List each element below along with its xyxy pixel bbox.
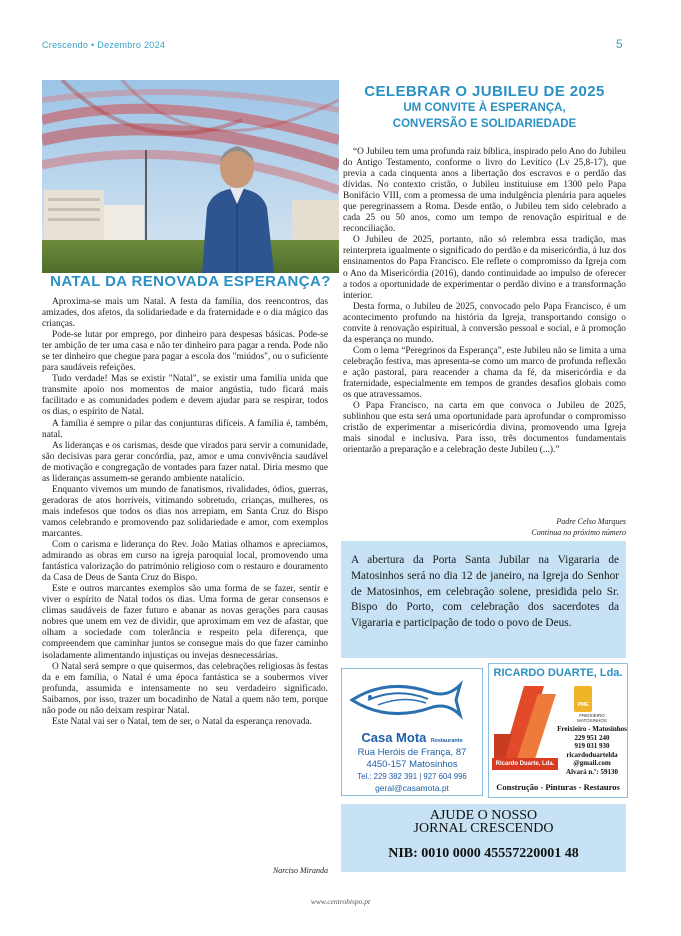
left-article-body [42,297,328,728]
right-article-heading [343,83,626,132]
casa-mota-postal: 4450-157 Matosinhos [366,759,458,770]
ricardo-phone2: 919 031 930 [574,742,610,750]
continued-note: Continua no próximo número [531,528,626,537]
paragraph: O Papa Francisco, na carta em que convoca o Jubileu de 2025, sublinhou que esta será uma oportunidade para aprofundar o compromisso cristão de experimentar a misericórdia divina, promovendo uma Igreja mais sinodal e inclusiva. Para isso, três documentos fundamentais orientarão a preparação e a celebração deste Jubileu (...).” [343,401,626,456]
ricardo-logo-caption: Ricardo Duarte, Lda. [492,758,558,770]
left-article-title: NATAL DA RENOVADA ESPERANÇA? [50,273,331,290]
help-nib: NIB: 0010 0000 45557220001 48 [388,846,579,861]
right-article-title: CELEBRAR O JUBILEU DE 2025 [364,83,605,100]
badge-line2: MATOSINHOS [577,718,607,723]
running-header: Crescendo • Dezembro 2024 [42,40,166,50]
paragraph: As lideranças e os carismas, desde que virados para servir a comunidade, são decisivas para gerar concórdia, paz, amor e uma convivência saudável de motivação e congregação de vontades para fazer natal. Diria mesmo que as lideranças assumem-se gerando ambiente natalício. [42,440,328,484]
right-signature: Padre Celso Marques [556,517,626,526]
ricardo-email2: @gmail.com [573,759,611,767]
paragraph: “O Jubileu tem uma profunda raiz bíblica, inspirado pelo Ano do Jubileu do Antigo Testamento, conforme o livro do Levítico (Lv 25,8-17), que previa a cada cinquenta anos a libertação dos escravos e o perdão das dívidas. No contexto cristão, o Jubileu instituiuse em 1300 pelo Papa Bonifácio VIII, com a promessa de uma indulgência plenária para aqueles que peregrinassem a Roma. Desde então, o Jubileu tem sido celebrado a cada 25 ou 50 anos, como um tempo de renovação espiritual e de reconciliação. [343,147,626,235]
casa-mota-phones: Tel.: 229 382 391 | 927 604 996 [357,772,467,781]
help-line2: JORNAL CRESCENDO [413,821,554,836]
left-signature: Narciso Miranda [272,866,328,875]
help-newspaper-box [341,804,626,872]
ricardo-services: Construção - Pinturas - Restauros [496,782,620,792]
badge-line1: FREIXIEIRO [579,713,605,718]
ricardo-logo-icon [494,684,556,762]
paragraph: Pode-se lutar por emprego, por dinheiro para despesas básicas. Pode-se ter ambição de ter uma casa e não ter dinheiro para pagar a renda. Pode não se ter dinheiro que chegue para pagar a escola dos "miúdos", ou o suficiente para saudáveis refeições. [42,330,328,374]
paragraph: Aproxima-se mais um Natal. A festa da família, dos reencontros, das amizades, dos afetos, da solidariedade e da fraternidade e o dia mágico das crianças. [42,297,328,330]
paragraph: Com o carisma e liderança do Rev. João Matias olhamos e apreciamos, admirando as obras em curso na igreja paroquial local, promovendo uma fantástica valorização do património religioso com o restauro e douramento da Casa de Deus de Santa Cruz do Bispo. [42,540,328,584]
page-number: 5 [616,37,623,51]
casa-mota-tag: Restaurante [430,738,463,744]
casa-mota-ad [341,668,483,796]
article-photo [42,80,339,273]
ricardo-title: RICARDO DUARTE, Lda. [493,667,623,679]
right-article-subtitle-1: UM CONVITE À ESPERANÇA, [403,102,566,114]
paragraph: Este e outros marcantes exemplos são uma forma de se fazer, sentir e viver o espírito de Natal todos os dias. Uma forma de gerar consensos e climas saudáveis de fazer futuro e abanar as novas gerações para causas nobres que unem em vez de dividir, que aproximam em vez de afastar, que olham a sociedade com tolerância e respeito pela diferença, que compreendem que caminhar juntos se consegue mais do que fazer caminho isoladamente alimentando injustiças ou invejas desnecessárias. [42,584,328,661]
pme-badge [574,686,592,712]
right-article-body [343,147,626,456]
footer-url: www.centrobispo.pt [310,897,371,906]
paragraph: Enquanto vivemos um mundo de fanatismos, rivalidades, ódios, guerras, geradoras de atos horríveis, vitimando sobretudo, crianças, mulheres, os mais indefesos que todos os dias nos arrepiam, em Santa Cruz do Bispo vamos celebrando e promovendo paz solidariedade e amor, com exemplos marcantes. [42,484,328,539]
casa-mota-email: geral@casamota.pt [375,783,449,793]
paragraph: Desta forma, o Jubileu de 2025, convocado pelo Papa Francisco, é um acontecimento profundo na história da Igreja, transportando consigo o convite à renovação espiritual, à conversão pessoal e social, e à promoção da esperança no mundo. [343,301,626,345]
ricardo-alvara: Alvará n.º: 59130 [566,767,618,776]
pme-badge-text: PME [577,702,589,708]
right-article-subtitle-2: CONVERSÃO E SOLIDARIEDADE [392,118,577,130]
fish-logo-icon [348,675,476,725]
paragraph: Com o lema “Peregrinos da Esperança”, este Jubileu não se limita a uma celebração festiva, mas apresenta-se como um marco de profunda reflexão e ação pastoral, para reacender a chama da fé, da misericórdia e da fraternidade, especialmente em tempos de grandes desafios globais como os que atravessamos. [343,345,626,401]
paragraph: Este Natal vai ser o Natal, tem de ser, o Natal da esperança renovada. [52,716,312,727]
ricardo-email1: ricardoduartelda [566,750,618,759]
ricardo-phone1: 229 951 240 [574,733,610,742]
paragraph: O Natal será sempre o que quisermos, das celebrações religiosas às festas da e em família, o Natal é uma época fantástica se a soubermos viver profunda, assumida e intensamente no seu verdadeiro significado. Saibamos, por isso, trazer um bocadinho de Natal a quem não tem, porque não pode ou não deixam respirar Natal. [42,661,328,716]
jubilee-notice-box [341,541,626,658]
casa-mota-address: Rua Heróis de França, 87 [357,747,467,758]
paragraph: Tudo verdade! Mas se existir "Natal", se existir uma família unida que transmite apoio nos momentos de maior angústia, tudo ficará mais facilitado e as comunidades podem e devem ajudar para se respirar, todos os dias, o espírito de Natal. [42,374,328,418]
ricardo-location: Freixieiro - Matosinhos [557,725,627,733]
casa-mota-name: Casa Mota [361,730,427,745]
paragraph: A família é sempre o pilar das conjunturas difíceis. A família é, também, natal. [42,418,328,440]
ricardo-duarte-ad [488,663,628,798]
paragraph: O Jubileu de 2025, portanto, não só relembra essa tradição, mas reinterpreta igualmente o significado do perdão e da misericórdia, à luz dos ensinamentos do Papa Francisco. Ele reflete o compromisso da Igreja com o Ano da Misericórdia (2016), dando continuidade ao impulso de oferecer a todos a oportunidade de experimentar o perdão divino e a transformação interior. [343,235,626,301]
help-line1: AJUDE O NOSSO [429,808,538,823]
notice-text: A abertura da Porta Santa Jubilar na Vigararia de Matosinhos será no dia 12 de janeiro, na Igreja do Senhor de Matosinhos, em celebração solene, presidida pelo Sr. Bispo do Porto, com celebração dos sacerdotes da Vigararia e participação de todo o povo de Deus. [351,554,619,630]
